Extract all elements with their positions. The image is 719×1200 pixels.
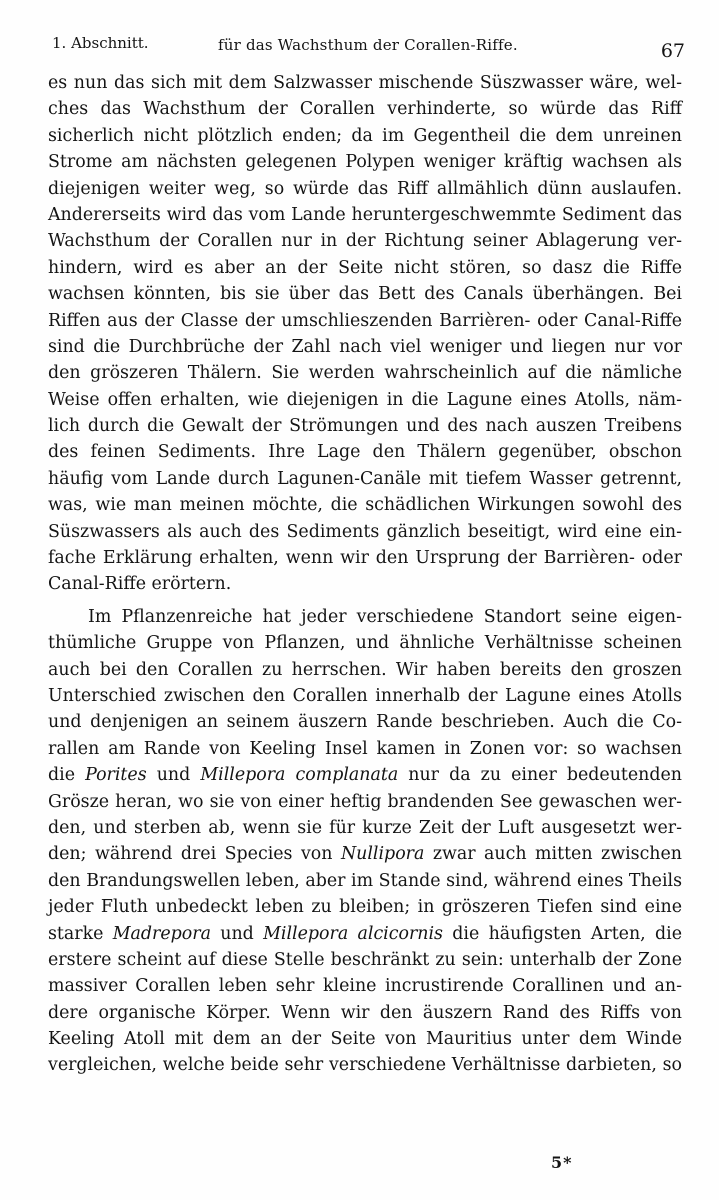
- text-line: dere organische Körper. Wenn wir den äuszern Rand des Riffs von: [48, 1002, 682, 1023]
- species-name: Millepora complanata: [200, 765, 399, 786]
- text-line: den gröszeren Thälern. Sie werden wahrscheinlich auf die nämliche: [48, 363, 682, 384]
- text-line: sind die Durchbrüche der Zahl nach viel weniger und liegen nur vor: [48, 336, 682, 357]
- text-line: und denjenigen an seinem äuszern Rande beschrieben. Auch die Co-: [48, 712, 682, 733]
- text-line: es nun das sich mit dem Salzwasser mischende Süszwasser wäre, wel-: [48, 73, 682, 93]
- text-line: diejenigen weiter weg, so würde das Riff allmählich dünn auslaufen.: [48, 178, 682, 199]
- species-name: Millepora alcicornis: [263, 923, 443, 944]
- text-line: ches das Wachsthum der Corallen verhinderte, so würde das Riff: [48, 99, 682, 120]
- text-line: massiver Corallen leben sehr kleine incrustirende Corallinen und an-: [48, 976, 682, 997]
- text-line: Wachsthum der Corallen nur in der Richtung seiner Ablagerung ver-: [48, 231, 682, 252]
- text-line: den Brandungswellen leben, aber im Stande sind, während eines Theils: [48, 870, 682, 891]
- text-line: Andererseits wird das vom Lande heruntergeschwemmte Sediment das: [48, 204, 682, 225]
- text-line: Weise offen erhalten, wie diejenigen in die Lagune eines Atolls, näm-: [48, 389, 682, 410]
- text-run: und: [146, 765, 201, 786]
- paragraph-1: [48, 70, 682, 598]
- genus-name: Madrepora: [112, 923, 211, 944]
- text-line: Süszwassers als auch des Sediments gänzlich beseitigt, wird eine ein-: [48, 521, 682, 542]
- text-line: Im Pflanzenreiche hat jeder verschiedene Standort seine eigen-: [88, 606, 682, 627]
- text-line: vergleichen, welche beide sehr verschiedene Verhältnisse darbieten, so: [48, 1055, 682, 1076]
- text-line: Unterschied zwischen den Corallen innerhalb der Lagune eines Atolls: [48, 685, 682, 706]
- text-line: jeder Fluth unbedeckt leben zu bleiben; in gröszeren Tiefen sind eine: [48, 897, 682, 918]
- body-text: [48, 70, 682, 1079]
- running-title: für das Wachsthum der Corallen-Riffe.: [218, 36, 518, 54]
- text-line: lich durch die Gewalt der Strömungen und des nach auszen Treibens: [48, 416, 682, 437]
- text-run: den; während drei Species von: [48, 844, 341, 865]
- text-line: Grösze heran, wo sie von einer heftig brandenden See gewaschen wer-: [48, 791, 682, 812]
- text-line: fache Erklärung erhalten, wenn wir den Ursprung der Barrièren- oder: [48, 548, 682, 569]
- text-line: wachsen könnten, bis sie über das Bett des Canals überhängen. Bei: [48, 284, 682, 305]
- text-line: auch bei den Corallen zu herrschen. Wir haben bereits den groszen: [48, 659, 682, 680]
- text-run: die häufigsten Arten, die: [442, 923, 683, 944]
- text-line: den, und sterben ab, wenn sie für kurze Zeit der Luft ausgesetzt wer-: [48, 817, 682, 838]
- text-line: [48, 921, 682, 947]
- text-run: nur da zu einer bedeutenden: [398, 765, 683, 786]
- text-line: [48, 762, 682, 788]
- text-line: [48, 841, 682, 867]
- text-run: zwar auch mitten zwischen: [424, 844, 683, 865]
- printer-signature-mark: 5*: [551, 1153, 573, 1172]
- genus-name: Nullipora: [340, 844, 425, 865]
- running-header: [52, 30, 685, 64]
- text-line: Riffen aus der Classe der umschlieszenden Barrièren- oder Canal-Riffe: [48, 310, 682, 331]
- text-run: die: [48, 765, 86, 786]
- page-number: 67: [660, 40, 685, 62]
- text-line: des feinen Sediments. Ihre Lage den Thälern gegenüber, obschon: [48, 442, 682, 463]
- genus-name: Porites: [85, 765, 147, 786]
- text-line: erstere scheint auf diese Stelle beschränkt zu sein: unterhalb der Zone: [48, 949, 682, 970]
- text-line: hindern, wird es aber an der Seite nicht stören, so dasz die Riffe: [48, 257, 682, 278]
- text-line: was, wie man meinen möchte, die schädlichen Wirkungen sowohl des: [48, 495, 682, 516]
- text-line: thümliche Gruppe von Pflanzen, und ähnliche Verhältnisse scheinen: [48, 633, 682, 654]
- text-run: starke: [48, 923, 113, 944]
- text-run: und: [210, 923, 264, 944]
- section-label: 1. Abschnitt.: [52, 34, 149, 52]
- text-line: Canal-Riffe erörtern.: [48, 574, 232, 595]
- text-line: häufig vom Lande durch Lagunen-Canäle mit tiefem Wasser getrennt,: [48, 468, 682, 489]
- paragraph-2: [48, 604, 682, 1079]
- text-line: Keeling Atoll mit dem an der Seite von Mauritius unter dem Winde: [48, 1029, 682, 1050]
- text-line: Strome am nächsten gelegenen Polypen weniger kräftig wachsen als: [48, 152, 682, 173]
- text-line: sicherlich nicht plötzlich enden; da im Gegentheil die dem unreinen: [48, 125, 682, 146]
- text-line: rallen am Rande von Keeling Insel kamen in Zonen vor: so wachsen: [48, 738, 682, 759]
